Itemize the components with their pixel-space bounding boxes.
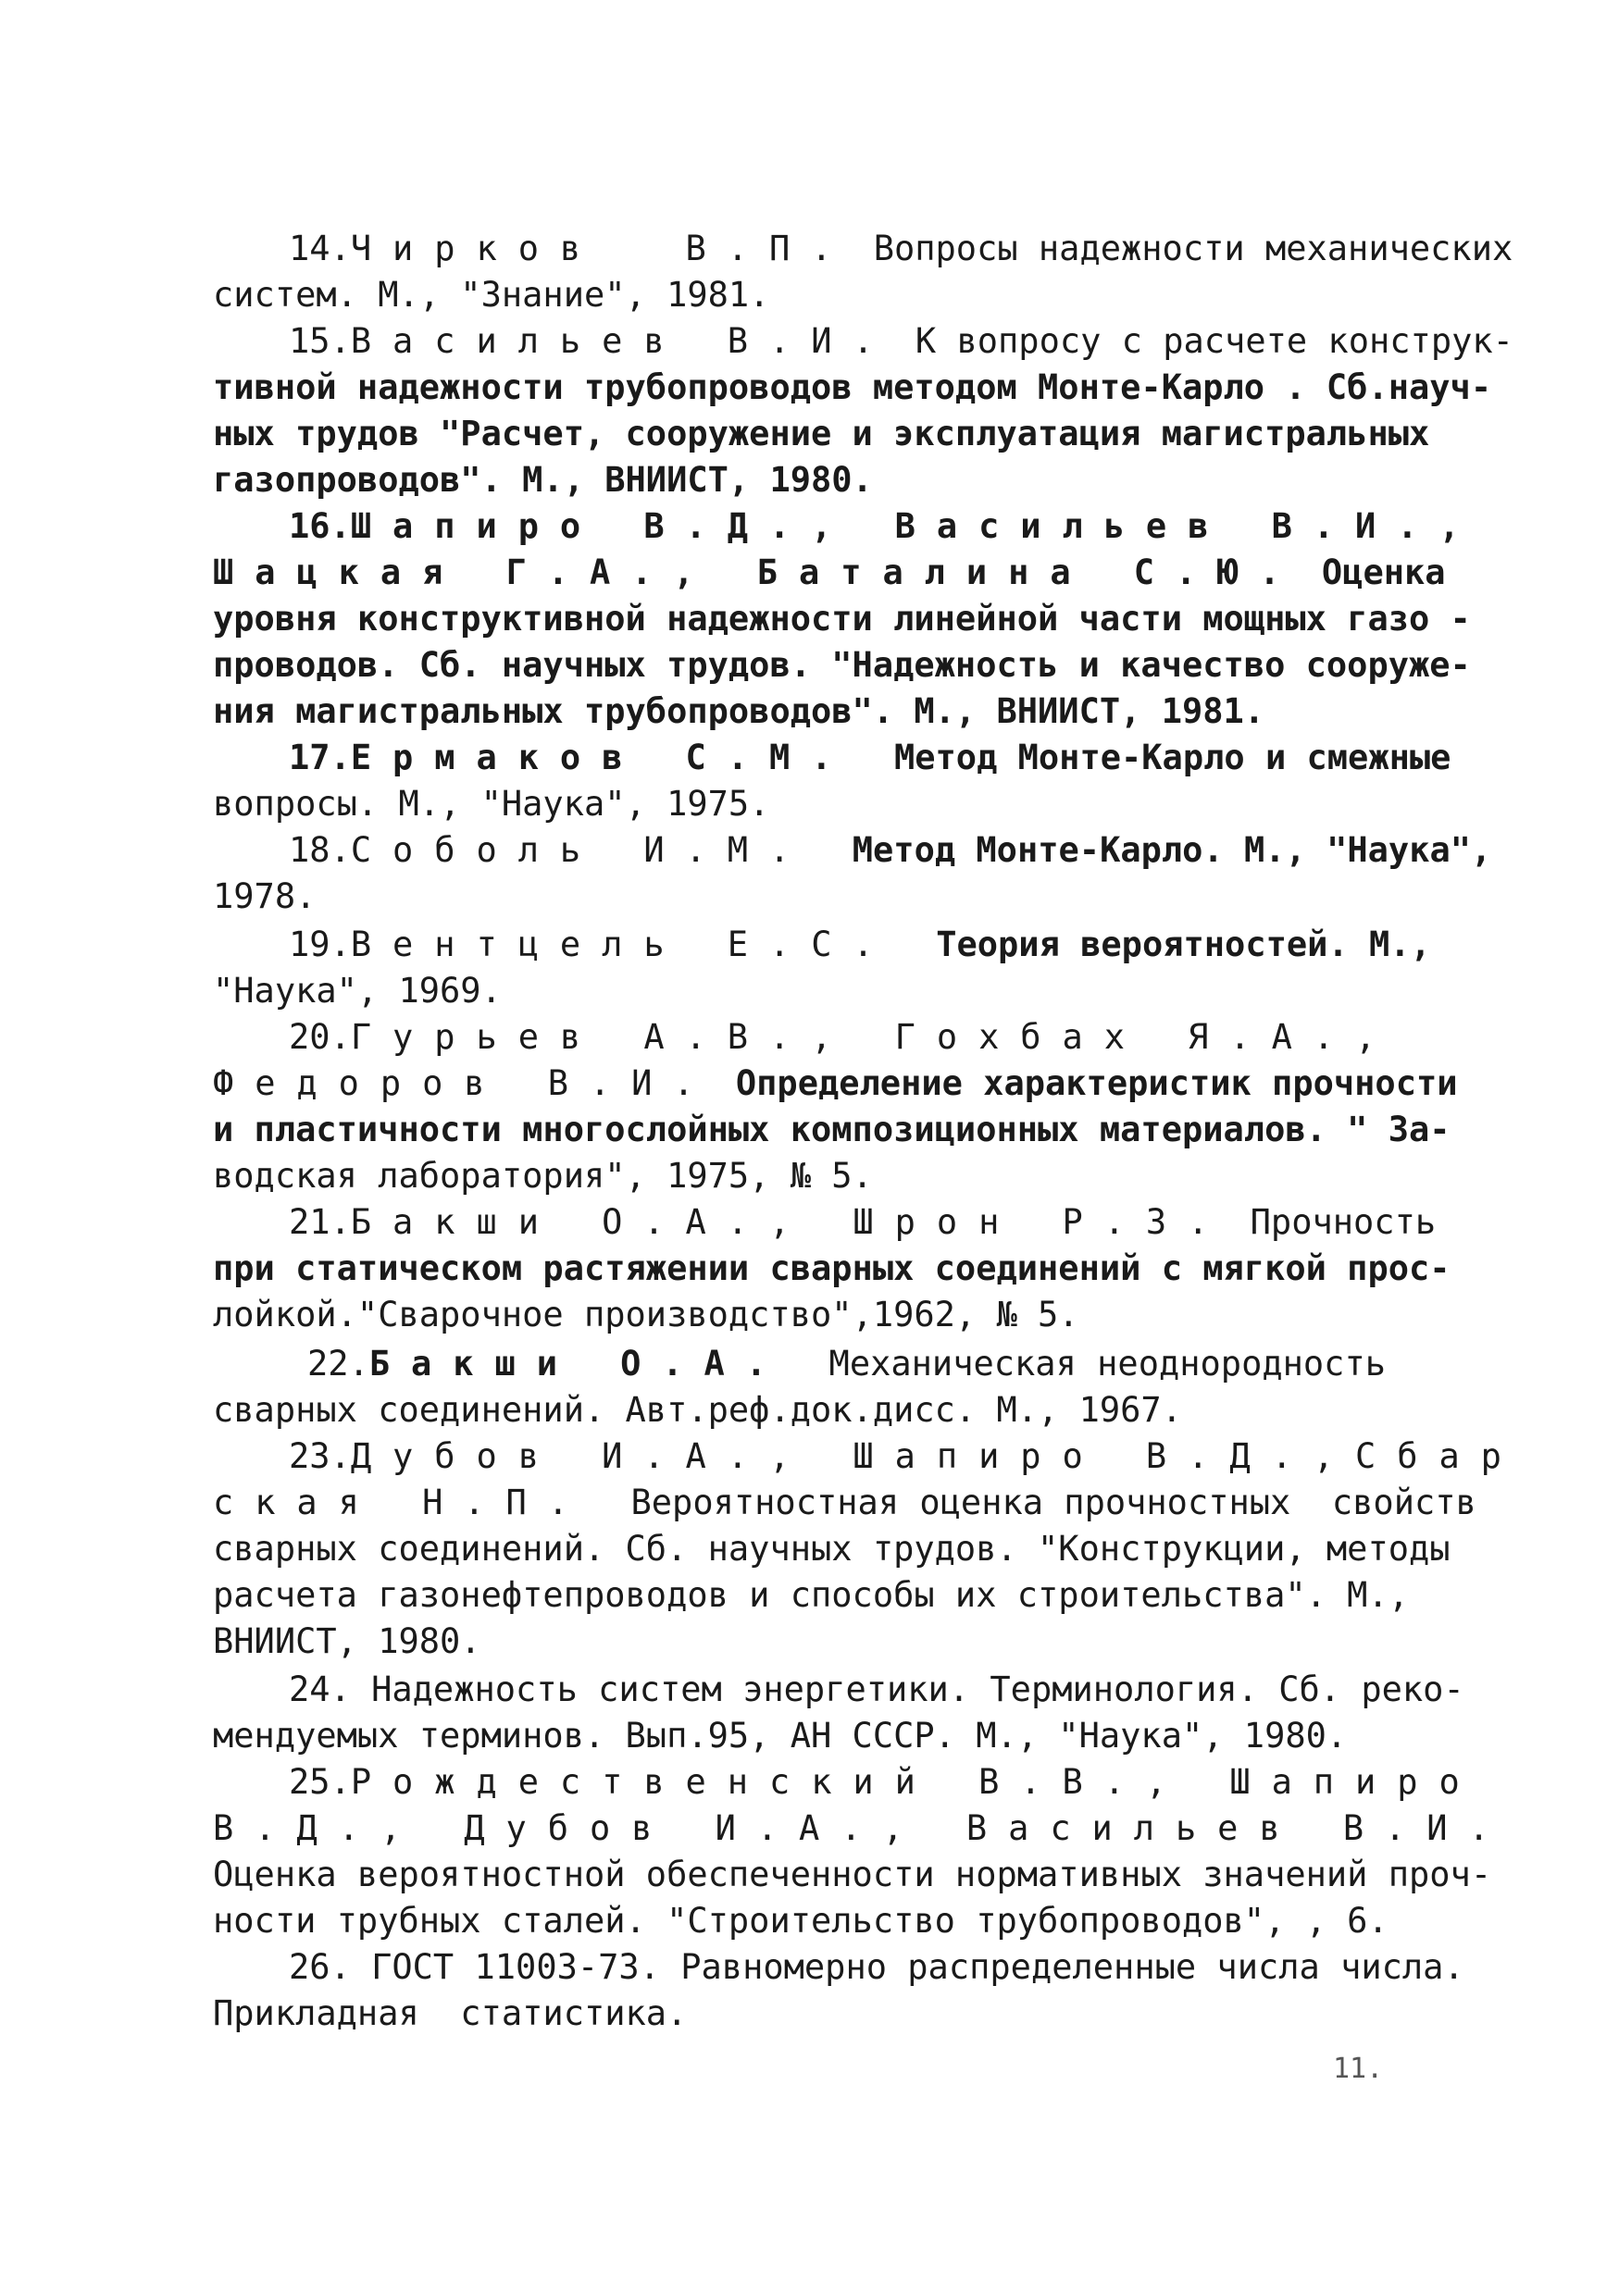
reference-line: тивной надежности трубопроводов методом Монте-Карло . Сб.науч- — [213, 367, 1492, 407]
reference-line: уровня конструктивной надежности линейной части мощных газо - — [213, 599, 1471, 639]
reference-line: лойкой."Сварочное производство",1962, № 5. — [213, 1295, 1079, 1334]
reference-line: 14.Чирков В.П. Вопросы надежности механических — [289, 229, 1513, 268]
reference-line: 16.Шапиро В.Д., Васильев В.И., — [289, 506, 1481, 546]
reference-line: 15.Васильев В.И. К вопросу с расчете конструк- — [289, 321, 1513, 361]
reference-line: ния магистральных трубопроводов". М., ВНИИСТ, 1981. — [213, 691, 1265, 731]
reference-line: В.Д., Дубов И.А., Васильев В.И. — [213, 1808, 1511, 1848]
reference-line: проводов. Сб. научных трудов. "Надежность и качество сооруже- — [213, 645, 1471, 685]
reference-line: расчета газонефтепроводов и способы их строительства". М., — [213, 1575, 1410, 1615]
reference-line: газопроводов". М., ВНИИСТ, 1980. — [213, 460, 873, 500]
reference-line: сварных соединений. Авт.реф.док.дисс. М., 1967. — [213, 1390, 1182, 1430]
reference-line: Шацкая Г.А., Баталина С.Ю. Оценка — [213, 552, 1446, 592]
reference-line: 18.Соболь И.М. Метод Монте-Карло. М., "Наука", — [289, 830, 1492, 870]
reference-line: мендуемых терминов. Вып.95, АН СССР. М., "Наука", 1980. — [213, 1716, 1348, 1756]
reference-line: Оценка вероятностной обеспеченности нормативных значений проч- — [213, 1855, 1492, 1894]
reference-line: "Наука", 1969. — [213, 971, 502, 1011]
reference-line: сварных соединений. Сб. научных трудов. "Конструкции, методы — [213, 1529, 1451, 1569]
reference-line: ВНИИСТ, 1980. — [213, 1621, 481, 1661]
reference-line: 21.Бакши О.А., Шрон Р.З. Прочность — [289, 1202, 1437, 1242]
reference-line: Прикладная статистика. — [213, 1993, 688, 2033]
reference-line: и пластичности многослойных композиционных материалов. " За- — [213, 1110, 1451, 1149]
reference-line: водская лаборатория", 1975, № 5. — [213, 1156, 873, 1196]
reference-line: 25.Рождественский В.В., Шапиро — [289, 1762, 1481, 1802]
reference-line: Федоров В.И. Определение характеристик прочности — [213, 1063, 1458, 1103]
reference-line: 26. ГОСТ 11003-73. Равномерно распределенные числа числа. — [289, 1947, 1464, 1987]
reference-line: вопросы. М., "Наука", 1975. — [213, 784, 770, 824]
reference-line: 24. Надежность систем энергетики. Терминология. Сб. реко- — [289, 1669, 1464, 1709]
reference-line: 20.Гурьев А.В., Гохбах Я.А., — [289, 1017, 1398, 1057]
reference-line: 17.Ермаков С.М. Метод Монте-Карло и смежные — [289, 738, 1451, 777]
reference-line: 22.Бакши О.А. Механическая неоднородность — [307, 1344, 1387, 1384]
reference-line: ская Н.П. Вероятностная оценка прочностных свойств — [213, 1483, 1476, 1522]
page-number: 11. — [1333, 2053, 1384, 2085]
reference-line: 23.Дубов И.А., Шапиро В.Д.,Сбар — [289, 1436, 1523, 1476]
reference-line: при статическом растяжении сварных соединений с мягкой прос- — [213, 1248, 1451, 1288]
reference-line: 1978. — [213, 876, 317, 916]
reference-line: 19.Вентцель Е.С. Теория вероятностей. М., — [289, 925, 1431, 964]
reference-line: систем. М., "Знание", 1981. — [213, 275, 770, 315]
reference-line: ности трубных сталей. "Строительство трубопроводов", , 6. — [213, 1901, 1389, 1941]
reference-line: ных трудов "Расчет, сооружение и эксплуатация магистральных — [213, 414, 1430, 453]
